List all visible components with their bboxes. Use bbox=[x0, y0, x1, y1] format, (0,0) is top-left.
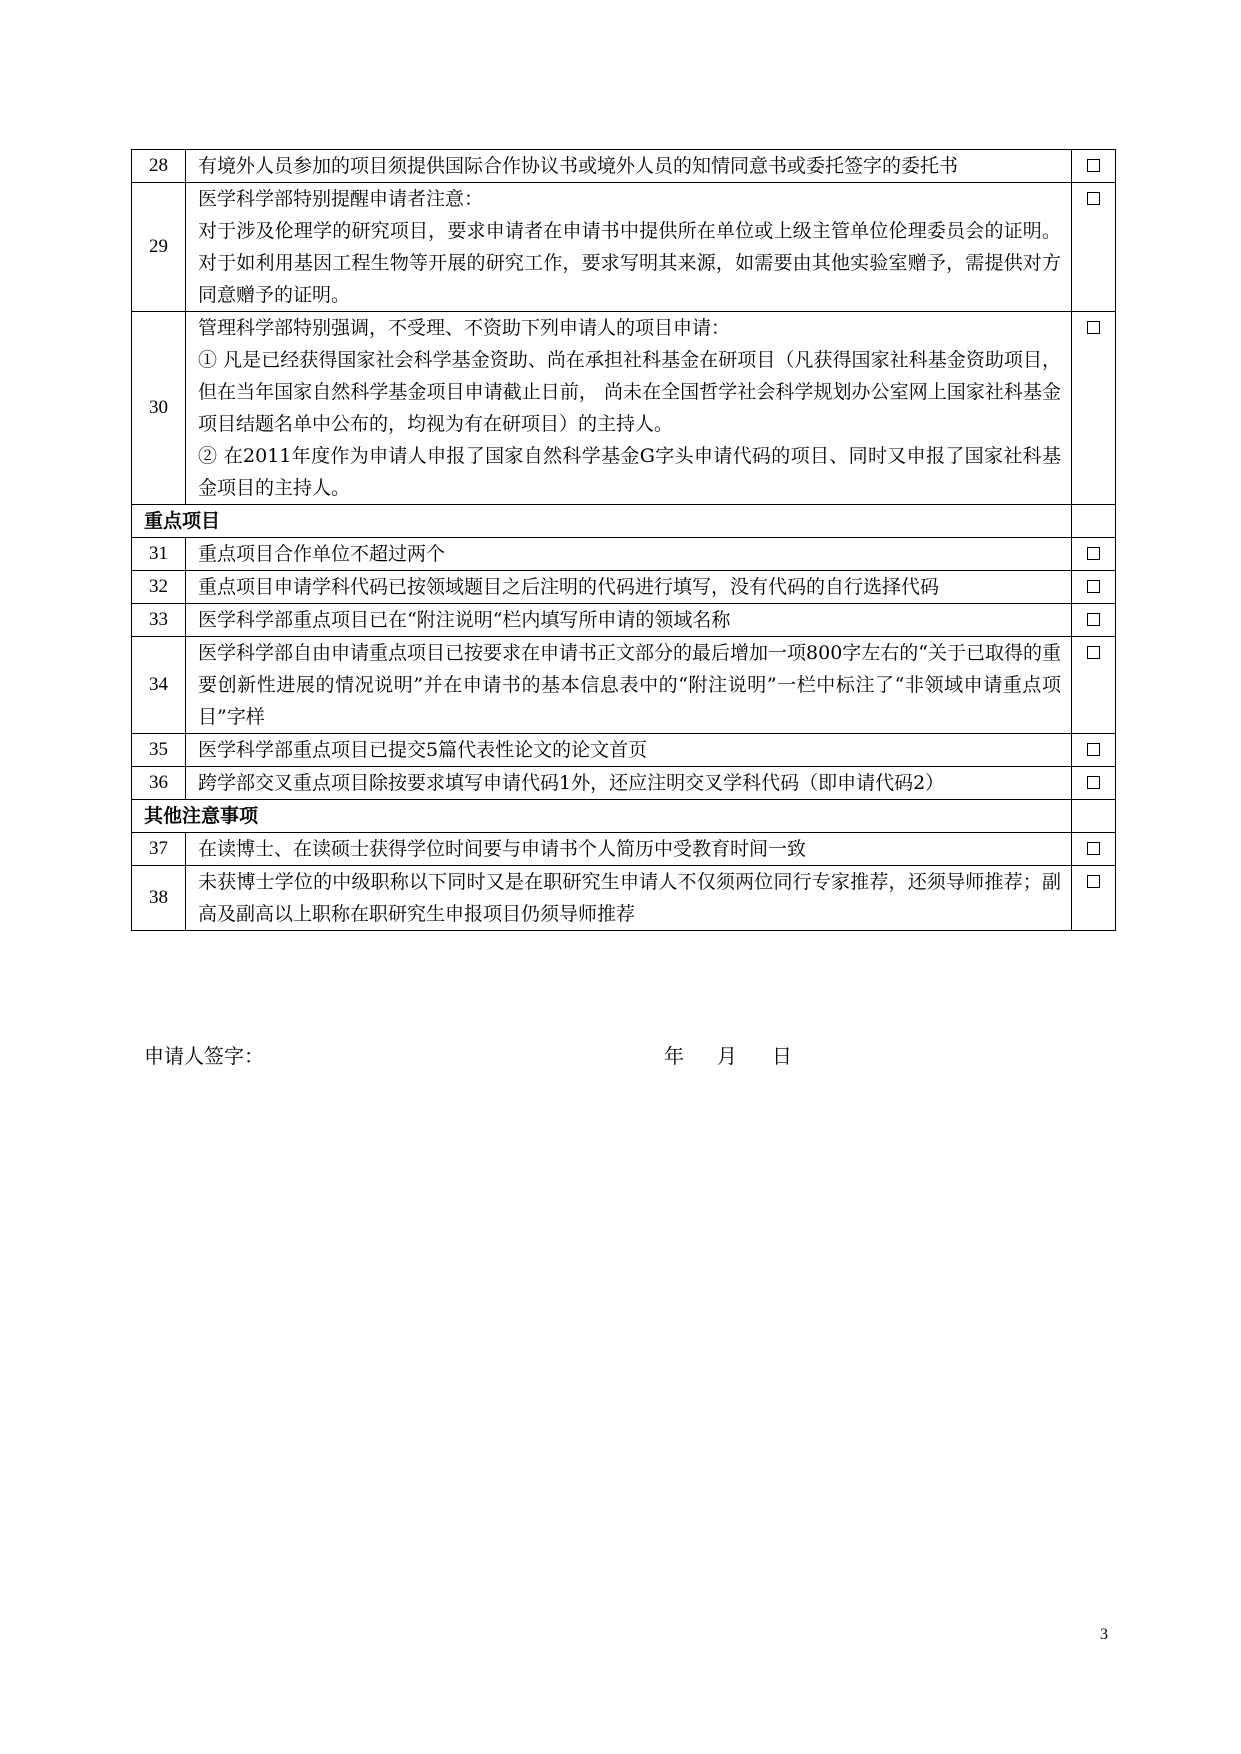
requirement-paragraph: 医学科学部自由申请重点项目已按要求在申请书正文部分的最后增加一项800字左右的“关于已取得的重要创新性进展的情况说明”并在申请书的基本信息表中的“附注说明”一栏中标注了“非领域申请重点项目”字样 bbox=[198, 642, 1061, 728]
checklist-row-37 bbox=[132, 833, 1116, 866]
row-requirement-text bbox=[186, 767, 1072, 800]
row-number: 35 bbox=[132, 734, 186, 767]
row-check-cell bbox=[1072, 833, 1116, 866]
checklist-row-32 bbox=[132, 571, 1116, 604]
requirement-paragraph: 跨学部交叉重点项目除按要求填写申请代码1外，还应注明交叉学科代码（即申请代码2） bbox=[198, 772, 945, 794]
requirement-paragraph: 医学科学部重点项目已在“附注说明“栏内填写所申请的领域名称 bbox=[198, 609, 731, 631]
row-number: 30 bbox=[132, 312, 186, 505]
requirement-paragraph: 医学科学部重点项目已提交5篇代表性论文的论文首页 bbox=[198, 739, 648, 761]
row-requirement-text bbox=[186, 734, 1072, 767]
page-number: 3 bbox=[1100, 1626, 1108, 1643]
requirement-paragraph: 重点项目申请学科代码已按领域题目之后注明的代码进行填写，没有代码的自行选择代码 bbox=[198, 576, 940, 598]
row-check-cell bbox=[1072, 183, 1116, 312]
section-other-notes bbox=[132, 800, 1116, 833]
row-check-cell bbox=[1072, 734, 1116, 767]
checklist-row-38 bbox=[132, 866, 1116, 931]
checkbox[interactable] bbox=[1087, 776, 1100, 789]
checkbox[interactable] bbox=[1087, 159, 1100, 172]
section-title-other-notes: 其他注意事项 bbox=[132, 800, 1072, 833]
row-number: 36 bbox=[132, 767, 186, 800]
checklist-table bbox=[131, 149, 1116, 931]
requirement-paragraph: 未获博士学位的中级职称以下同时又是在职研究生申请人不仅须两位同行专家推荐，还须导师推荐；副高及副高以上职称在职研究生申报项目仍须导师推荐 bbox=[198, 871, 1061, 925]
row-requirement-text bbox=[186, 538, 1072, 571]
checklist-row-30 bbox=[132, 312, 1116, 505]
applicant-signature-label: 申请人签字： bbox=[144, 1044, 264, 1068]
checklist-row-36 bbox=[132, 767, 1116, 800]
row-requirement-text bbox=[186, 312, 1072, 505]
row-requirement-text bbox=[186, 183, 1072, 312]
row-check-cell bbox=[1072, 571, 1116, 604]
row-check-cell bbox=[1072, 312, 1116, 505]
checklist-group-key-projects bbox=[132, 538, 1116, 800]
row-requirement-text bbox=[186, 604, 1072, 637]
requirement-paragraph: ② 在2011年度作为申请人申报了国家自然科学基金G字头申请代码的项目、同时又申报了国家社科基金项目的主持人。 bbox=[198, 445, 1061, 499]
row-number: 34 bbox=[132, 637, 186, 734]
checkbox[interactable] bbox=[1087, 580, 1100, 593]
section-empty-cell bbox=[1072, 800, 1116, 833]
checkbox[interactable] bbox=[1087, 192, 1100, 205]
checklist-row-29 bbox=[132, 183, 1116, 312]
row-number: 33 bbox=[132, 604, 186, 637]
checklist-row-28 bbox=[132, 150, 1116, 183]
row-number: 32 bbox=[132, 571, 186, 604]
row-requirement-text bbox=[186, 637, 1072, 734]
checkbox[interactable] bbox=[1087, 646, 1100, 659]
requirement-paragraph: 重点项目合作单位不超过两个 bbox=[198, 543, 446, 565]
section-header-row bbox=[132, 800, 1116, 833]
date-day-label: 日 bbox=[772, 1044, 792, 1068]
section-title-key-projects: 重点项目 bbox=[132, 505, 1072, 538]
row-requirement-text bbox=[186, 150, 1072, 183]
requirement-paragraph: ① 凡是已经获得国家社会科学基金资助、尚在承担社科基金在研项目（凡获得国家社科基金资助项目，但在当年国家自然科学基金项目申请截止日前， 尚未在全国哲学社会科学规划办公室网上国家社科基金项目结题名单中公布的，均视为有在研项目）的主持人。 bbox=[198, 349, 1061, 435]
row-number: 37 bbox=[132, 833, 186, 866]
row-check-cell bbox=[1072, 538, 1116, 571]
checklist-row-31 bbox=[132, 538, 1116, 571]
checklist-row-35 bbox=[132, 734, 1116, 767]
requirement-paragraph: 对于涉及伦理学的研究项目，要求申请者在申请书中提供所在单位或上级主管单位伦理委员会的证明。对于如利用基因工程生物等开展的研究工作，要求写明其来源，如需要由其他实验室赠予，需提供对方同意赠予的证明。 bbox=[198, 220, 1061, 306]
requirement-paragraph: 有境外人员参加的项目须提供国际合作协议书或境外人员的知情同意书或委托签字的委托书 bbox=[198, 155, 959, 177]
row-number: 31 bbox=[132, 538, 186, 571]
row-check-cell bbox=[1072, 150, 1116, 183]
row-check-cell bbox=[1072, 604, 1116, 637]
requirement-paragraph: 管理科学部特别强调，不受理、不资助下列申请人的项目申请： bbox=[198, 317, 731, 339]
date-year-label: 年 bbox=[664, 1044, 684, 1068]
section-key-projects bbox=[132, 505, 1116, 538]
checklist-group-general bbox=[132, 150, 1116, 505]
row-number: 28 bbox=[132, 150, 186, 183]
requirement-paragraph: 在读博士、在读硕士获得学位时间要与申请书个人简历中受教育时间一致 bbox=[198, 838, 807, 860]
row-check-cell bbox=[1072, 637, 1116, 734]
requirement-paragraph: 医学科学部特别提醒申请者注意： bbox=[198, 188, 484, 210]
checkbox[interactable] bbox=[1087, 842, 1100, 855]
row-requirement-text bbox=[186, 866, 1072, 931]
checkbox[interactable] bbox=[1087, 321, 1100, 334]
row-number: 29 bbox=[132, 183, 186, 312]
section-header-row bbox=[132, 505, 1116, 538]
row-check-cell bbox=[1072, 866, 1116, 931]
row-check-cell bbox=[1072, 767, 1116, 800]
checklist-group-other-notes bbox=[132, 833, 1116, 931]
checkbox[interactable] bbox=[1087, 547, 1100, 560]
row-requirement-text bbox=[186, 833, 1072, 866]
checklist-row-33 bbox=[132, 604, 1116, 637]
section-empty-cell bbox=[1072, 505, 1116, 538]
checklist-row-34 bbox=[132, 637, 1116, 734]
checkbox[interactable] bbox=[1087, 743, 1100, 756]
row-number: 38 bbox=[132, 866, 186, 931]
date-month-label: 月 bbox=[717, 1044, 737, 1068]
checkbox[interactable] bbox=[1087, 613, 1100, 626]
checkbox[interactable] bbox=[1087, 875, 1100, 888]
row-requirement-text bbox=[186, 571, 1072, 604]
